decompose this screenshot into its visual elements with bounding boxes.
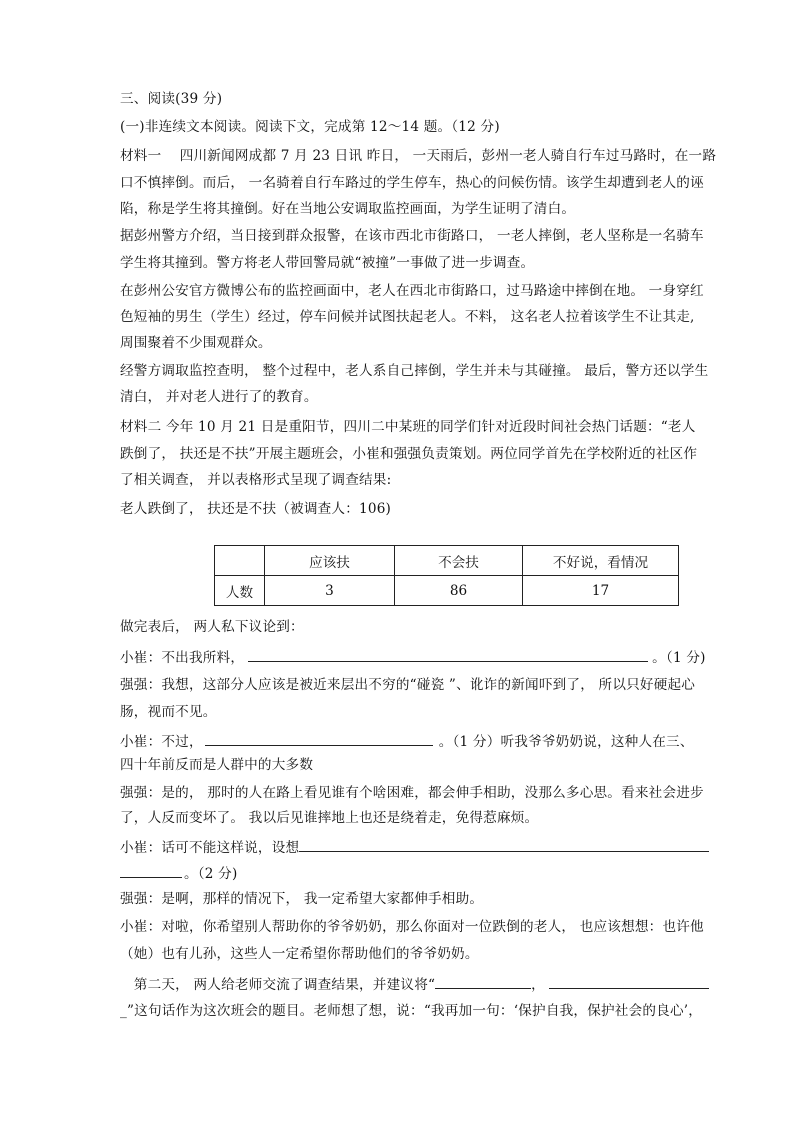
- survey-table: [214, 545, 679, 606]
- table-header-cell: 应该扶: [265, 546, 395, 576]
- answer-blank[interactable]: [549, 975, 709, 989]
- dialogue-line: 四十年前反而是人群中的大多数: [120, 757, 314, 773]
- material1-line: 据彭州警方介绍，当日接到群众报警，在该市西北市街路口， 一老人摔倒，老人坚称是一名骑车: [120, 228, 704, 244]
- answer-blank[interactable]: [205, 732, 433, 746]
- survey-caption: 老人跌倒了， 扶还是不扶（被调查人：106): [120, 501, 392, 517]
- material2-line: 了相关调查， 并以表格形式呈现了调查结果:: [120, 472, 392, 488]
- dialogue-text: 第二天， 两人给老师交流了调查结果，并建议将“: [120, 977, 436, 993]
- material1-line: 材料一 四川新闻网成都 7 月 23 日讯 昨日， 一天雨后，彭州一老人骑自行车过马路时，在一路: [120, 148, 717, 164]
- table-row: [215, 576, 679, 606]
- dialogue-line: 强强：是的， 那时的人在路上看见谁有个啥困难，都会伸手相助，没那么多心思。看来社会进步: [120, 785, 704, 801]
- dialogue-intro: 做完表后， 两人私下议论到：: [120, 619, 304, 635]
- table-cell: 17: [523, 576, 679, 606]
- material2-line: 跌倒了， 扶还是不扶”开展主题班会，小崔和强强负责策划。两位同学首先在学校附近的社区作: [120, 446, 698, 462]
- table-header-cell: 不好说，看情况: [523, 546, 679, 576]
- dialogue-line: 强强：是啊，那样的情况下， 我一定希望大家都伸手相助。: [120, 891, 484, 907]
- table-row-label: 人数: [215, 576, 265, 606]
- answer-blank[interactable]: [248, 648, 648, 662]
- sub-title: (一)非连续文本阅读。阅读下文，完成第 12～14 题。（12 分): [120, 119, 500, 135]
- table-header-cell: [215, 546, 265, 576]
- dialogue-text: 小崔：话可不能这样说，设想: [120, 840, 300, 856]
- next-day-line: [120, 975, 709, 994]
- material1-line: 周围聚着不少围观群众。: [120, 335, 272, 351]
- dialogue-text: 小崔：不过，: [120, 734, 203, 750]
- table-header-cell: 不会扶: [395, 546, 523, 576]
- table-cell: 86: [395, 576, 523, 606]
- material1-line: 陷，称是学生将其撞倒。好在当地公安调取监控画面，为学生证明了清白。: [120, 201, 576, 217]
- dialogue-line: 了，人反而变坏了。 我以后见谁摔地上也还是绕着走，免得惹麻烦。: [120, 810, 539, 826]
- material1-line: 在彭州公安官方微博公布的监控画面中，老人在西北市街路口，过马路途中摔倒在地。 一身穿红: [120, 283, 704, 299]
- dialogue-text: ，: [531, 977, 545, 993]
- table-cell: 3: [265, 576, 395, 606]
- answer-blank[interactable]: [435, 975, 531, 989]
- dialogue-line: [120, 864, 237, 883]
- material1-line: 色短袖的男生（学生）经过，停车问候并试图扶起老人。不料， 这名老人拉着该学生不让其走,: [120, 309, 695, 325]
- dialogue-line: 肠，视而不见。: [120, 704, 217, 720]
- dialogue-line: 小崔：对啦，你希望别人帮助你的爷爷奶奶，那么你面对一位跌倒的老人， 也应该想想：也许他: [120, 919, 704, 935]
- material1-line: 清白， 并对老人进行了的教育。: [120, 389, 318, 405]
- dialogue-line: [120, 648, 706, 667]
- material1-line: 学生将其撞到。警方将老人带回警局就“被撞”一事做了进一步调查。: [120, 255, 535, 271]
- dialogue-line: （她）也有儿孙，这些人一定希望你帮助他们的爷爷奶奶。: [120, 946, 479, 962]
- answer-blank[interactable]: [120, 864, 182, 878]
- dialogue-line: [120, 732, 694, 751]
- dialogue-text: 小崔：不出我所料，: [120, 650, 245, 666]
- dialogue-line: [120, 838, 709, 857]
- material1-line: 经警方调取监控查明， 整个过程中，老人系自己摔倒，学生并未与其碰撞。 最后，警方还以学生: [120, 363, 709, 379]
- answer-blank[interactable]: [299, 838, 709, 852]
- section-title: 三、阅读(39 分): [120, 91, 223, 107]
- dialogue-text: 。（1 分): [652, 650, 706, 666]
- dialogue-line: 强强：我想，这部分人应该是被近来层出不穷的“碰瓷 ”、讹诈的新闻吓到了， 所以只好硬起心: [120, 677, 696, 693]
- material1-line: 口不慎摔倒。而后， 一名骑着自行车路过的学生停车，热心的问候伤情。该学生却遭到老人的诬: [120, 175, 704, 191]
- dialogue-text: 。（2 分): [184, 866, 238, 882]
- dialogue-text: 。（1 分）听我爷爷奶奶说，这种人在三、: [438, 734, 694, 750]
- material2-line: 材料二 今年 10 月 21 日是重阳节，四川二中某班的同学们针对近段时间社会热门话题：“老人: [120, 419, 696, 435]
- next-day-line: _”这句话作为这次班会的题目。老师想了想，说：“我再加一句：‘保护自我，保护社会的良心’，: [120, 1003, 703, 1019]
- table-header-row: [215, 546, 679, 576]
